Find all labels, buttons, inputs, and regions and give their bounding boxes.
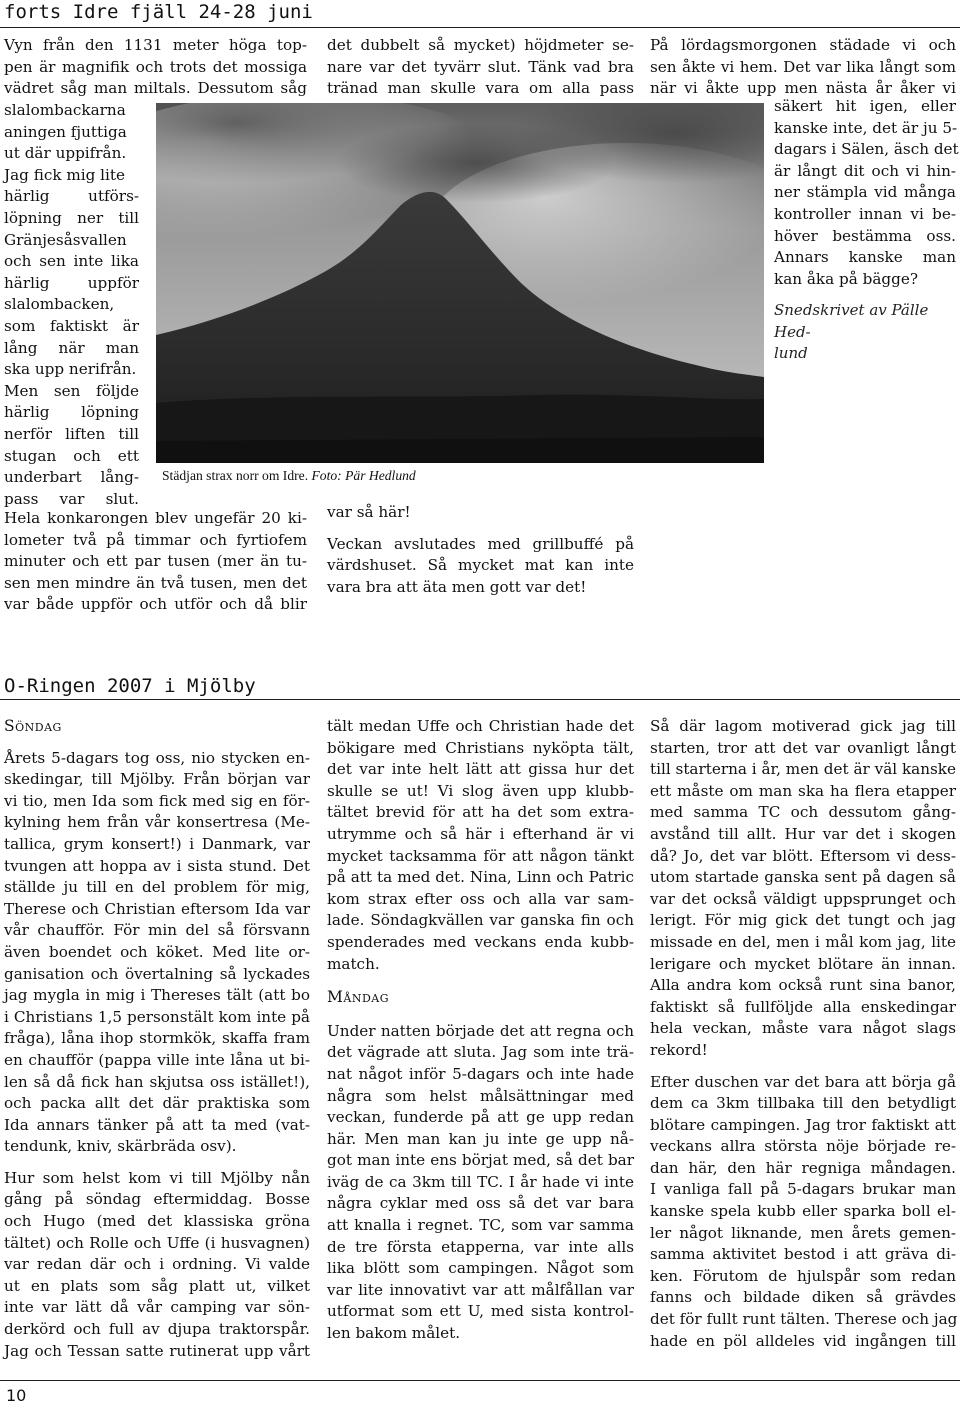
text-line: kanske spela kubb eller sparka boll el- — [650, 1202, 956, 1221]
mountain-photo-image — [156, 103, 764, 463]
byline-line: lund — [774, 344, 808, 363]
subheading-sondag: Söndag — [4, 717, 62, 735]
idre-col1-top — [4, 35, 307, 100]
text-line: Vyn från den 1131 meter höga top- — [4, 36, 307, 54]
text-line: det dubbelt så mycket) höjdmeter se- — [327, 36, 634, 54]
text-line: iväg de ca 3km till TC. I år hade vi inte — [327, 1172, 634, 1191]
text-line: var så här! — [327, 503, 411, 521]
text-line: Jag fick mig lite — [4, 165, 125, 184]
text-line: en chaufför (pappa ville inte låna ut bi- — [4, 1050, 310, 1069]
text-line: kom strax efter oss och alla var sam- — [327, 889, 634, 908]
text-line: tallica, grym konsert!) i Danmark, var — [4, 834, 310, 853]
text-line: kan åka på bägge? — [774, 269, 918, 288]
text-line: tältet) och Rolle och Uffe (i husvagnen) — [4, 1233, 310, 1252]
oringen-col3 — [650, 716, 956, 1352]
text-line: hela veckan, måste vara något slags — [650, 1019, 956, 1038]
text-line: när vi åkte upp men nästa år åker vi — [650, 79, 956, 98]
text-line: mycket tacksamma för att någon tänkt — [327, 846, 634, 865]
text-line: det vägrade att sluta. Jag som inte trä- — [327, 1043, 634, 1062]
text-line: och packa allt det där praktiska som — [4, 1094, 310, 1113]
page-number: 10 — [6, 1386, 27, 1405]
text-line: och Hugo (med det klassiska gröna — [4, 1212, 310, 1231]
text-line: några som helst målsättningar med — [327, 1086, 634, 1105]
text-line: att knalla i regnet. TC, som var samma — [327, 1216, 634, 1235]
text-line: tvungen att hoppa av i sista stund. Det — [4, 856, 310, 875]
text-line: Årets 5-dagars tog oss, nio stycken en- — [4, 748, 310, 767]
text-line: var både uppför och utför och då blir — [4, 595, 307, 614]
text-line: härlig löpning — [4, 403, 139, 422]
text-line: lerigare och mycket blötare än innan. — [650, 954, 956, 973]
text-line: vår chaufför. För min del så försvann — [4, 921, 310, 940]
text-line: dan här, den här regniga måndagen. — [650, 1158, 956, 1177]
text-line: ska upp nerifrån. — [4, 360, 137, 379]
text-line: Alla andra kom också runt sina banor, — [650, 976, 956, 995]
idre-col2-bottom — [327, 502, 634, 598]
section-rule — [0, 27, 960, 28]
text-line: Men sen följde — [4, 381, 139, 400]
text-line: var det också väldigt uppsprunget och — [650, 889, 956, 908]
text-line: fråga), låna ihop stormkök, skaffa fram — [4, 1029, 310, 1048]
text-line: nare var det tyvärr slut. Tänk vad bra — [327, 57, 634, 76]
text-line: Hur som helst kom vi till Mjölby nån — [4, 1168, 310, 1187]
footer-rule — [0, 1380, 960, 1381]
text-line: tränad man skulle vara om alla pass — [327, 79, 634, 98]
text-line: här. Men man kan ju inte ge upp nå- — [327, 1129, 634, 1148]
text-line: lade. Söndagkvällen var ganska fin och — [327, 911, 634, 930]
text-line: vara bra att äta men gott var det! — [327, 577, 587, 596]
text-line: jag mygla in mig i Thereses tält (att bo — [4, 986, 310, 1005]
caption-credit: Foto: Pär Hedlund — [311, 468, 416, 483]
section-rule — [0, 699, 960, 700]
text-line: några cyklar med oss så det var bara — [327, 1194, 634, 1213]
text-line: gång på söndag eftermiddag. Bosse — [4, 1190, 310, 1209]
text-line: som faktiskt är — [4, 316, 139, 335]
text-line: samma aktivitet bestod i att gräva di- — [650, 1245, 956, 1264]
text-line: len så då fick han skjutsa oss istället!), — [4, 1072, 310, 1091]
text-line: kontroller innan vi be- — [774, 204, 956, 223]
text-line: minuter och ett par tusen (mer än tu- — [4, 552, 307, 571]
text-line: veckans allra största nöje började re- — [650, 1137, 956, 1156]
text-line: blötare campingen. Jag tror faktiskt att — [650, 1115, 956, 1134]
text-line: på att ta med det. Nina, Linn och Patric — [327, 868, 634, 887]
text-line: ner stämpla vid många — [774, 183, 956, 202]
text-line: utom startade ganska sent på dagen så — [650, 868, 956, 887]
text-line: pen är magnifik och trots det mossiga — [4, 57, 307, 76]
idre-col2-top — [327, 35, 634, 100]
idre-col1-narrow — [4, 100, 139, 510]
text-line: är långt dit och vi hin- — [774, 161, 956, 180]
text-line: aningen fjuttiga — [4, 122, 127, 141]
text-line: tält medan Uffe och Christian hade det — [327, 717, 634, 735]
text-line: kylning hem från vår konsertresa (Me- — [4, 813, 310, 832]
section-title-oringen: O-Ringen 2007 i Mjölby — [4, 675, 256, 697]
text-line: löpning ner till — [4, 208, 139, 227]
text-line: sen åkte vi hem. Det var lika långt som — [650, 57, 956, 76]
article-byline — [774, 300, 956, 365]
text-line: På lördagsmorgonen städade vi och — [650, 36, 956, 54]
text-line: derkörd och full av djupa traktorspår. — [4, 1320, 310, 1339]
text-line: nat något inför 5-dagars och inte hade — [327, 1064, 634, 1083]
text-line: match. — [327, 954, 380, 973]
text-line: bökigare med Christians nyköpta tält, — [327, 738, 634, 757]
text-line: sen men mindre än två tusen, men det — [4, 573, 307, 592]
text-line: spenderades med veckans enda kubb- — [327, 932, 634, 951]
text-line: det för fullt runt tälten. Therese och jag — [650, 1310, 958, 1329]
text-line: dem ca 3km tillbaka till den betydligt — [650, 1094, 956, 1113]
text-line: ut där uppifrån. — [4, 144, 127, 163]
text-line: skedingar, till Mjölby. Från början var — [4, 770, 310, 789]
byline-line: Snedskrivet av Pälle Hed- — [774, 301, 929, 341]
text-line: I vanliga fall på 5-dagars brukar man — [650, 1180, 956, 1199]
text-line: ler något liknande, men årets gemen- — [650, 1223, 956, 1242]
text-line: dagars i Sälen, äsch det — [774, 140, 959, 159]
text-line: Ida annars tänker på att ta med (vat- — [4, 1115, 310, 1134]
text-line: lerigt. För mig gick det tungt och jag — [650, 911, 956, 930]
text-line: Hela konkarongen blev ungefär 20 ki- — [4, 509, 307, 527]
text-line: rekord! — [650, 1040, 708, 1059]
subheading-mandag: Måndag — [327, 988, 389, 1007]
text-line: vi tio, men Ida som fick med sig en för- — [4, 791, 310, 810]
text-line: utformat som ett U, med sista kontrol- — [327, 1302, 634, 1321]
text-line: de tre första etapperna, var inte alls — [327, 1237, 634, 1256]
text-line: till starterna i år, men det är väl kanske — [650, 760, 956, 779]
text-line: ut en plats som såg platt ut, vilket — [4, 1276, 310, 1295]
mountain-photo — [156, 103, 764, 463]
text-line: värdshuset. Så mycket mat kan inte — [327, 556, 634, 575]
text-line: pass var slut. — [4, 489, 139, 508]
text-line: got man inte ens börjat med, så det bar — [327, 1151, 634, 1170]
text-line: ett måste om man ska ha flera etapper — [650, 781, 956, 800]
text-line: med samma TC och dessutom gång- — [650, 803, 956, 822]
text-line: och sen inte lika — [4, 252, 139, 271]
text-line: var lite innovativt var att målfållan var — [327, 1280, 634, 1299]
text-line: säkert hit igen, eller — [774, 97, 956, 115]
text-line: härlig utförs- — [4, 187, 139, 206]
text-line: avstånd till allt. Hur var det i skogen — [650, 824, 956, 843]
text-line: var redan där och i ordning. Vi valde — [4, 1255, 310, 1274]
caption-text: Städjan strax norr om Idre. — [162, 468, 309, 483]
text-line: det var inte helt lätt att gissa hur det — [327, 760, 634, 779]
text-line: Veckan avslutades med grillbuffé på — [327, 534, 634, 553]
text-line: ken. Förutom de hjulspår som redan — [650, 1266, 956, 1285]
idre-col3-narrow — [774, 96, 959, 290]
text-line: faktiskt så fullföljde alla enskedingar — [650, 997, 956, 1016]
oringen-col2 — [327, 716, 634, 1345]
text-line: Gränjesåsvallen — [4, 230, 127, 249]
text-line: kanske inte, det är ju 5- — [774, 118, 958, 137]
text-line: inte var lätt då vår camping var sön- — [4, 1298, 310, 1317]
text-line: Så där lagom motiverad gick jag till — [650, 717, 956, 735]
text-line: Under natten började det att regna och — [327, 1021, 634, 1040]
text-line: Therese och Christian eftersom Ida var — [4, 899, 310, 918]
text-line: Efter duschen var det bara att börja gå — [650, 1072, 956, 1091]
oringen-col1 — [4, 716, 310, 1362]
text-line: hade en pöl alldeles vid ingången till — [650, 1331, 956, 1350]
text-line: vädret såg man miltals. Dessutom såg — [4, 79, 307, 98]
text-line: även boendet och köket. Med lite or- — [4, 942, 310, 961]
text-line: lång när man — [4, 338, 139, 357]
section-title-idre: forts Idre fjäll 24-28 juni — [4, 1, 313, 23]
text-line: lika blött som campingen. Något som — [327, 1259, 634, 1278]
text-line: veckan, funderde på att ge upp redan — [327, 1108, 634, 1127]
text-line: slalombacken, — [4, 295, 115, 314]
text-line: len bakom målet. — [327, 1324, 461, 1343]
text-line: ganisation och övertalning så lyckades — [4, 964, 310, 983]
text-line: starten, tror att det var ovanligt långt — [650, 738, 956, 757]
photo-caption — [162, 468, 416, 484]
text-line: nerför liften till — [4, 424, 139, 443]
text-line: då? Jo, det var blött. Eftersom vi dess- — [650, 846, 956, 865]
text-line: tendunk, kniv, skärbräda osv). — [4, 1137, 237, 1156]
text-line: stugan och ett — [4, 446, 139, 465]
text-line: slalombackarna — [4, 101, 126, 119]
text-line: i Christians 1,5 personstält kom inte på — [4, 1007, 310, 1026]
text-line: ställde ju till en del problem för mig, — [4, 878, 310, 897]
text-line: missade en del, men i mål kom jag, lite — [650, 932, 956, 951]
text-line: Jag och Tessan satte rutinerat upp vårt — [4, 1341, 310, 1360]
text-line: höver bestämma oss. — [774, 226, 956, 245]
text-line: tältet brevid för att ha det som extra- — [327, 803, 634, 822]
idre-col1-bottom — [4, 508, 307, 616]
text-line: fanns och bildade diken så grävdes — [650, 1288, 956, 1307]
text-line: härlig uppför — [4, 273, 139, 292]
text-line: underbart lång- — [4, 468, 139, 487]
text-line: skulle se ut! Vi slog även upp klubb- — [327, 781, 634, 800]
idre-col3-top — [650, 35, 956, 100]
text-line: utrymme och så här i efterhand är vi — [327, 824, 634, 843]
text-line: Annars kanske man — [774, 248, 956, 267]
text-line: lometer två på timmar och fyrtiofem — [4, 530, 307, 549]
